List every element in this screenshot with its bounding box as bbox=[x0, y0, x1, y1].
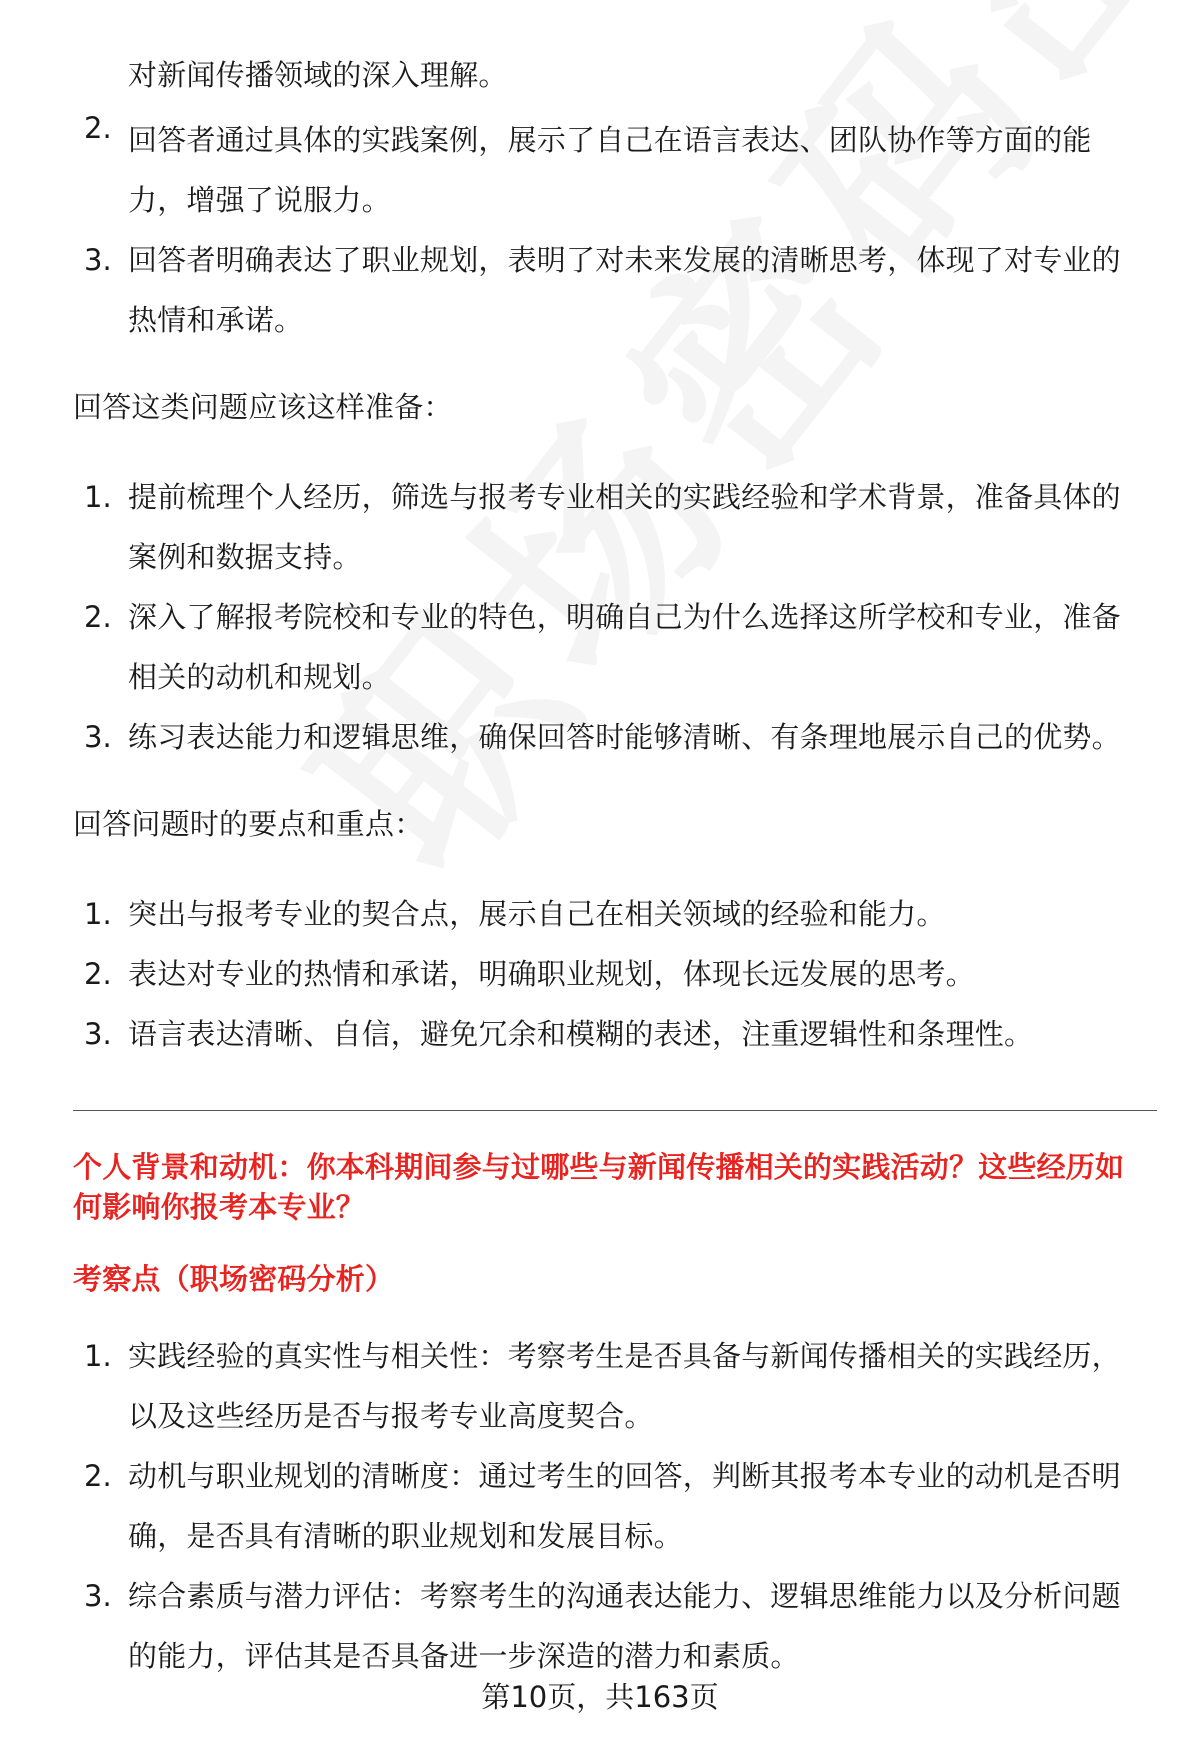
list-item-line: 回答者通过具体的实践案例，展示了自己在语言表达、团队协作等方面的能 bbox=[128, 123, 1092, 157]
list-item-line: 表达对专业的热情和承诺，明确职业规划，体现长远发展的思考。 bbox=[128, 957, 975, 991]
section-divider bbox=[73, 1110, 1157, 1111]
analysis-subheading: 考察点（职场密码分析） bbox=[73, 1262, 395, 1296]
list-item-line: 突出与报考专业的契合点，展示自己在相关领域的经验和能力。 bbox=[128, 897, 946, 931]
list-item-line: 案例和数据支持。 bbox=[128, 540, 362, 574]
section-heading: 回答问题时的要点和重点： bbox=[73, 807, 424, 841]
list-item-line: 深入了解报考院校和专业的特色，明确自己为什么选择这所学校和专业，准备 bbox=[128, 600, 1121, 634]
list-number: 1. bbox=[84, 897, 112, 931]
page-footer: 第10页，共163页 bbox=[481, 1680, 719, 1714]
list-item-line: 相关的动机和规划。 bbox=[128, 660, 391, 694]
list-item-line: 力，增强了说服力。 bbox=[128, 183, 391, 217]
list-item-line: 综合素质与潜力评估：考察考生的沟通表达能力、逻辑思维能力以及分析问题 bbox=[128, 1579, 1121, 1613]
list-number: 3. bbox=[84, 1017, 112, 1051]
section-heading: 回答这类问题应该这样准备： bbox=[73, 390, 453, 424]
list-number: 3. bbox=[84, 720, 112, 754]
question-title: 个人背景和动机：你本科期间参与过哪些与新闻传播相关的实践活动？这些经历如 bbox=[73, 1150, 1125, 1184]
list-item-line: 实践经验的真实性与相关性：考察考生是否具备与新闻传播相关的实践经历， bbox=[128, 1339, 1121, 1373]
list-number: 3. bbox=[84, 243, 112, 277]
list-number: 2. bbox=[84, 111, 112, 145]
list-item-line: 动机与职业规划的清晰度：通过考生的回答，判断其报考本专业的动机是否明 bbox=[128, 1459, 1121, 1493]
list-number: 1. bbox=[84, 1339, 112, 1373]
list-item-line: 的能力，评估其是否具备进一步深造的潜力和素质。 bbox=[128, 1639, 800, 1673]
list-item-line: 练习表达能力和逻辑思维，确保回答时能够清晰、有条理地展示自己的优势。 bbox=[128, 720, 1121, 754]
question-title: 何影响你报考本专业？ bbox=[73, 1190, 366, 1224]
list-number: 2. bbox=[84, 600, 112, 634]
list-item-line: 语言表达清晰、自信，避免冗余和模糊的表述，注重逻辑性和条理性。 bbox=[128, 1017, 1034, 1051]
list-number: 1. bbox=[84, 480, 112, 514]
list-item-line: 对新闻传播领域的深入理解。 bbox=[128, 58, 508, 92]
list-item-line: 提前梳理个人经历，筛选与报考专业相关的实践经验和学术背景，准备具体的 bbox=[128, 480, 1121, 514]
list-item-line: 回答者明确表达了职业规划，表明了对未来发展的清晰思考，体现了对专业的 bbox=[128, 243, 1121, 277]
list-number: 3. bbox=[84, 1579, 112, 1613]
list-item-line: 确，是否具有清晰的职业规划和发展目标。 bbox=[128, 1519, 683, 1553]
list-number: 2. bbox=[84, 1459, 112, 1493]
list-item-line: 热情和承诺。 bbox=[128, 303, 304, 337]
list-number: 2. bbox=[84, 957, 112, 991]
list-item-line: 以及这些经历是否与报考专业高度契合。 bbox=[128, 1399, 654, 1433]
